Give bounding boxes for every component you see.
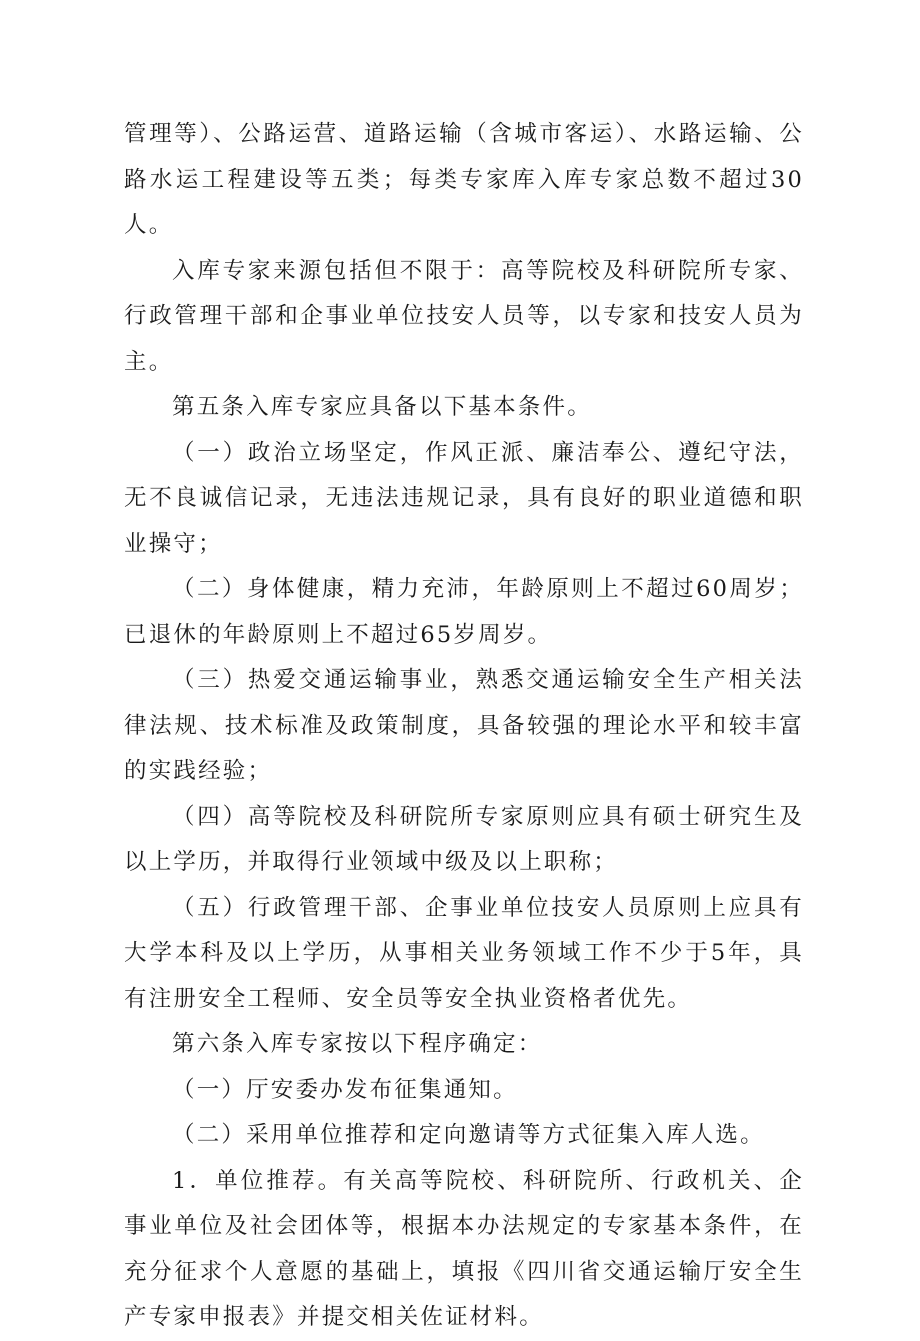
paragraph: 1．单位推荐。有关高等院校、科研院所、行政机关、企事业单位及社会团体等，根据本办法规定的专家基本条件，在充分征求个人意愿的基础上，填报《四川省交通运输厅安全生产专家申报表》并提交相关佐证材料。: [124, 1167, 804, 1330]
document-body: [124, 112, 804, 1341]
paragraph: （五）行政管理干部、企事业单位技安人员原则上应具有大学本科及以上学历，从事相关业务领域工作不少于5年，具有注册安全工程师、安全员等安全执业资格者优先。: [124, 894, 804, 1012]
paragraph: 第五条入库专家应具备以下基本条件。: [172, 394, 592, 420]
paragraph: 管理等）、公路运营、道路运输（含城市客运）、水路运输、公路水运工程建设等五类；每类专家库入库专家总数不超过30人。: [124, 121, 804, 238]
paragraph: 入库专家来源包括但不限于：高等院校及科研院所专家、行政管理干部和企事业单位技安人员等，以专家和技安人员为主。: [124, 257, 804, 375]
paragraph: （二）身体健康，精力充沛，年龄原则上不超过60周岁；已退休的年龄原则上不超过65岁周岁。: [124, 576, 804, 648]
paragraph: 第六条入库专家按以下程序确定：: [172, 1031, 543, 1057]
paragraph: （一）厅安委办发布征集通知。: [172, 1076, 518, 1103]
paragraph: （四）高等院校及科研院所专家原则应具有硕士研究生及以上学历，并取得行业领域中级及以上职称；: [124, 803, 804, 875]
paragraph: （一）政治立场坚定，作风正派、廉洁奉公、遵纪守法，无不良诚信记录，无违法违规记录，具有良好的职业道德和职业操守；: [124, 439, 804, 557]
paragraph: （二）采用单位推荐和定向邀请等方式征集入库人选。: [172, 1122, 765, 1148]
paragraph: （三）热爱交通运输事业，熟悉交通运输安全生产相关法律法规、技术标准及政策制度，具备较强的理论水平和较丰富的实践经验；: [124, 667, 804, 784]
